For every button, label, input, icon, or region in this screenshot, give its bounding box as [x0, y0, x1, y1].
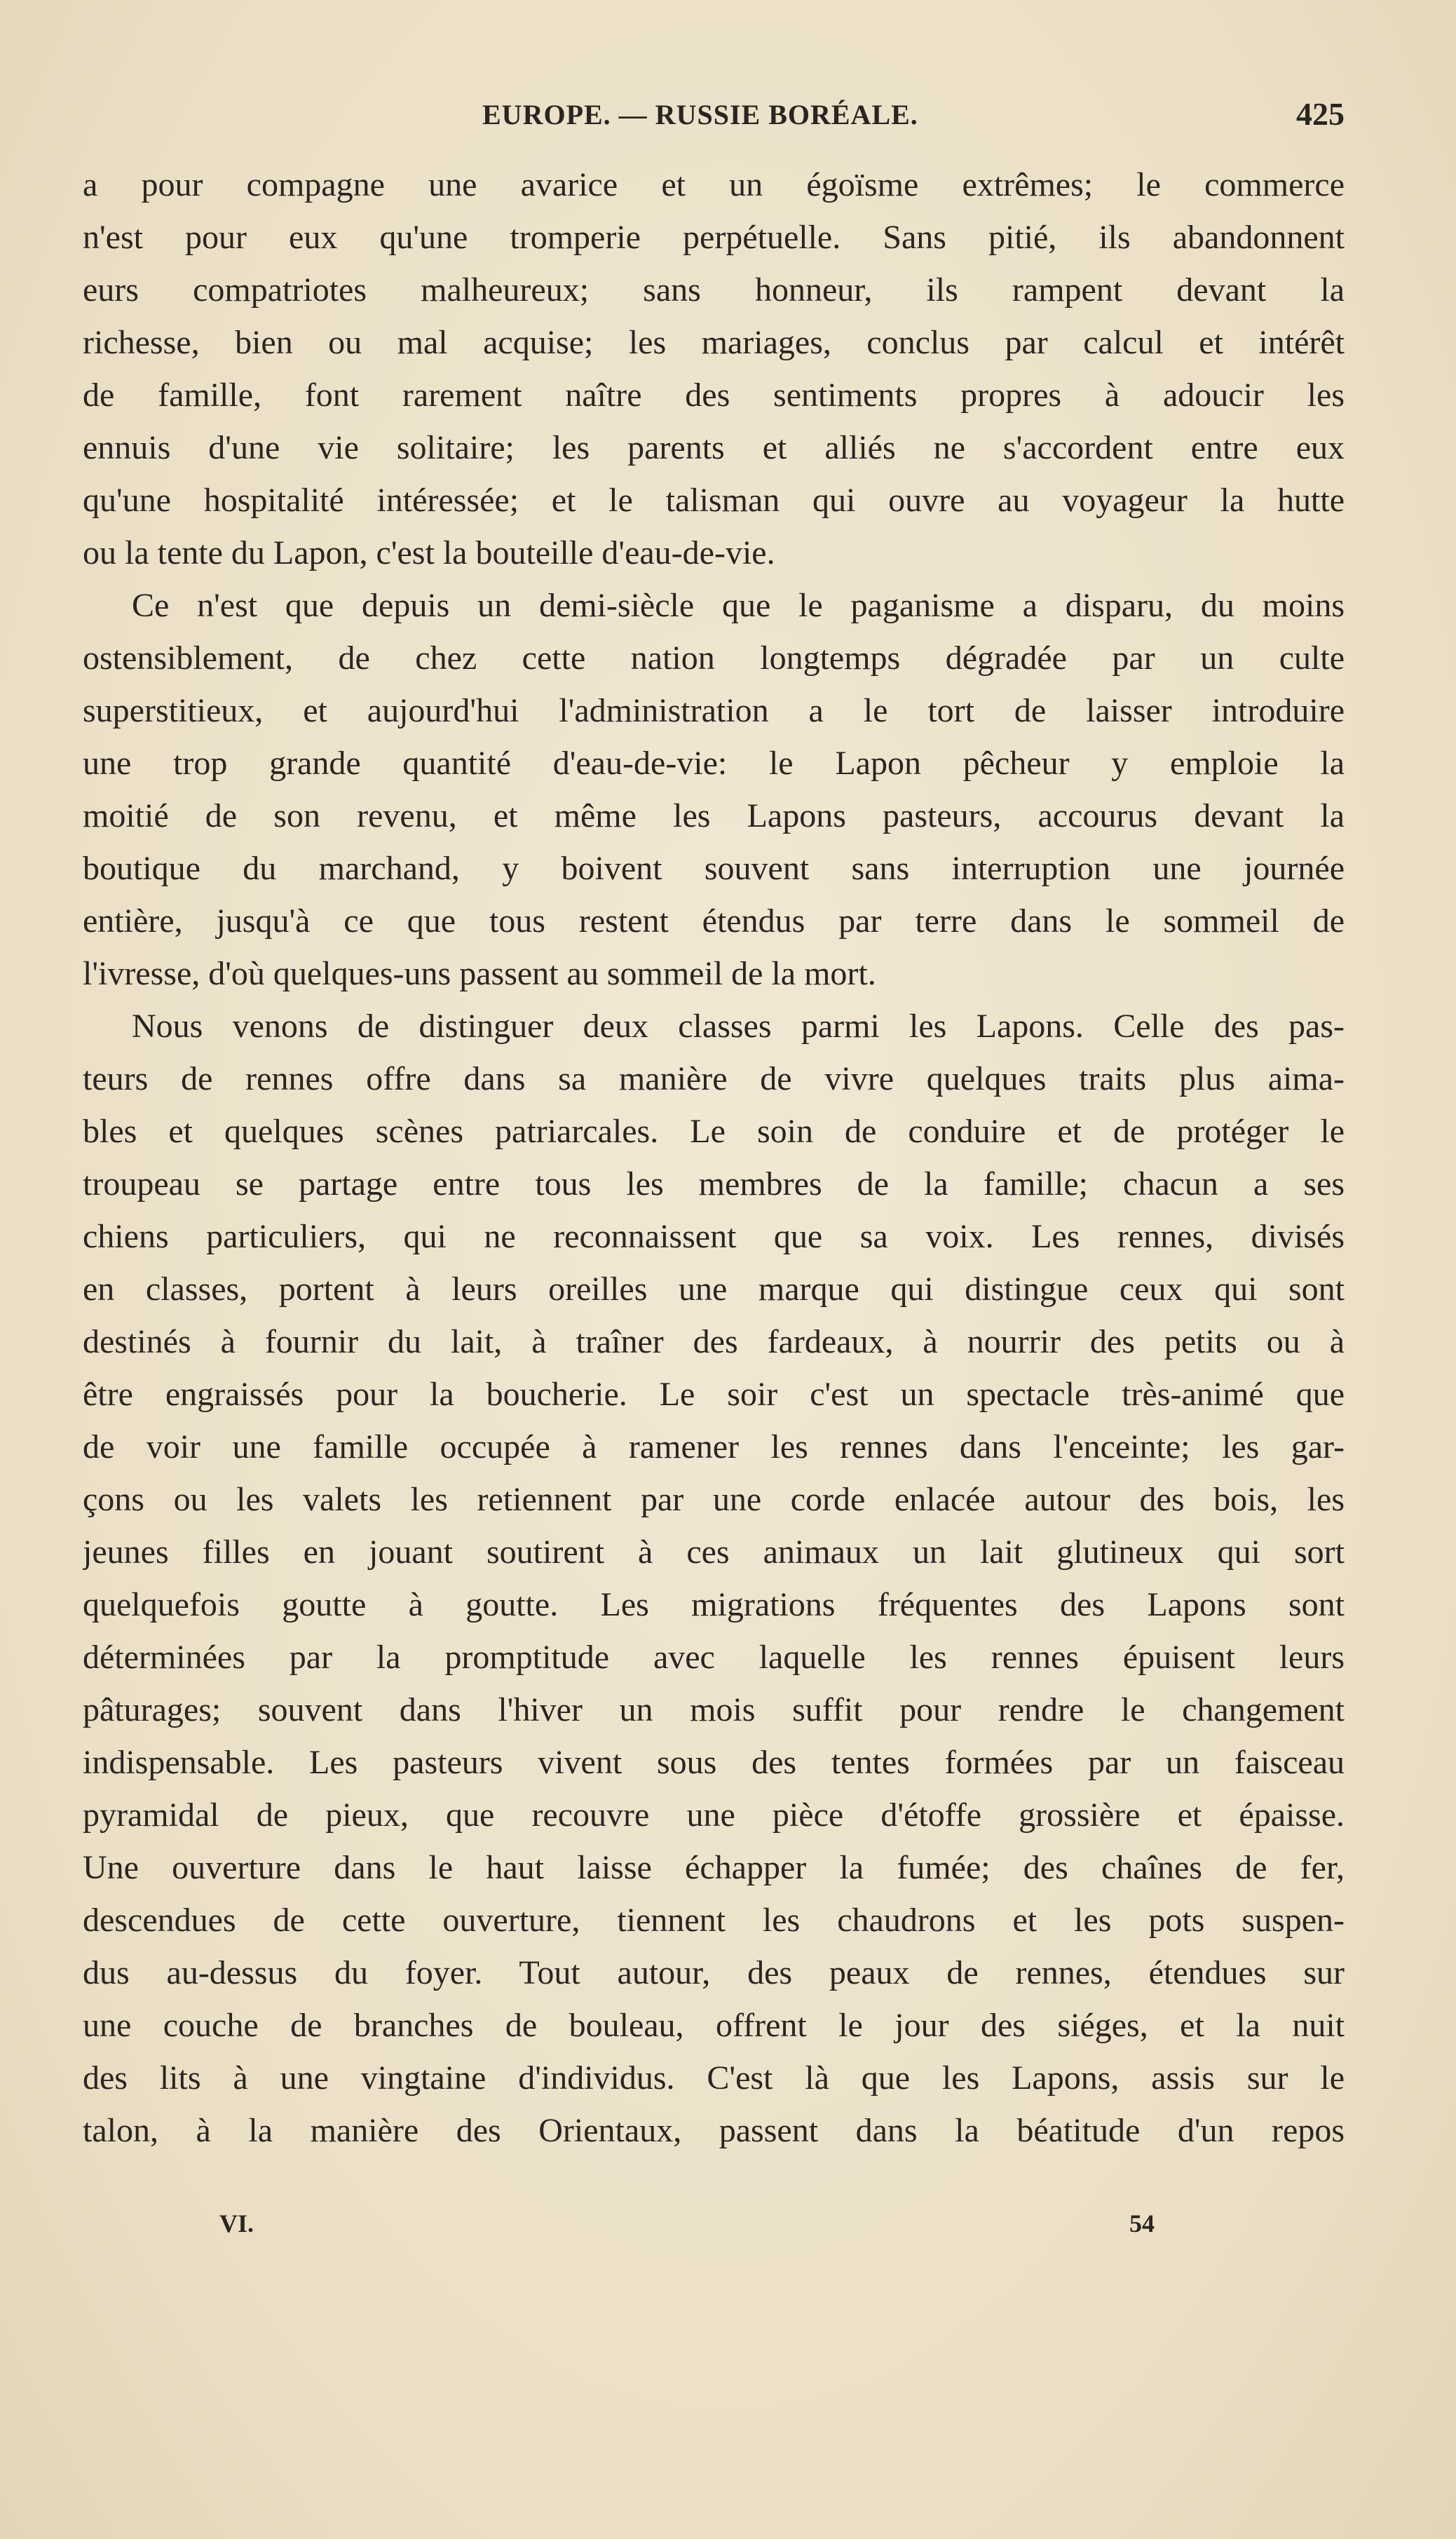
text-line: n'est pour eux qu'une tromperie perpétuelle. Sans pitié, ils abandonnent [83, 219, 1345, 256]
body-text [83, 158, 1345, 2157]
text-line: indispensable. Les pasteurs vivent sous des tentes formées par un faisceau [83, 1744, 1345, 1781]
text-line: superstitieux, et aujourd'hui l'administration a le tort de laisser introduire [83, 692, 1345, 729]
text-line: ennuis d'une vie solitaire; les parents et alliés ne s'accordent entre eux [83, 429, 1345, 466]
text-line: jeunes filles en jouant soutirent à ces animaux un lait glutineux qui sort [83, 1533, 1345, 1571]
text-line: être engraissés pour la boucherie. Le soir c'est un spectacle très-animé que [83, 1376, 1345, 1413]
text-line: moitié de son revenu, et même les Lapons pasteurs, accourus devant la [83, 797, 1345, 834]
text-line: de voir une famille occupée à ramener les rennes dans l'enceinte; les gar- [83, 1428, 1345, 1465]
text-line: de famille, font rarement naître des sentiments propres à adoucir les [83, 377, 1345, 414]
text-line: l'ivresse, d'où quelques-uns passent au sommeil de la mort. [83, 955, 876, 992]
text-line: talon, à la manière des Orientaux, passent dans la béatitude d'un repos [83, 2112, 1345, 2149]
text-line: chiens particuliers, qui ne reconnaissent que sa voix. Les rennes, divisés [83, 1218, 1345, 1255]
text-line: qu'une hospitalité intéressée; et le talisman qui ouvre au voyageur la hutte [83, 482, 1345, 519]
text-line: destinés à fournir du lait, à traîner des fardeaux, à nourrir des petits ou à [83, 1323, 1345, 1360]
text-line: richesse, bien ou mal acquise; les mariages, conclus par calcul et intérêt [83, 324, 1345, 361]
signature-mark: VI. [219, 2209, 254, 2237]
text-line: quelquefois goutte à goutte. Les migrations fréquentes des Lapons sont [83, 1586, 1345, 1623]
text-line: pyramidal de pieux, que recouvre une pièce d'étoffe grossière et épaisse. [83, 1796, 1345, 1834]
text-line: troupeau se partage entre tous les membres de la famille; chacun a ses [83, 1165, 1345, 1203]
running-title: EUROPE. — RUSSIE BORÉALE. [482, 99, 918, 130]
text-line: pâturages; souvent dans l'hiver un mois suffit pour rendre le changement [83, 1691, 1345, 1728]
text-line: teurs de rennes offre dans sa manière de vivre quelques traits plus aima- [83, 1060, 1345, 1097]
text-line: descendues de cette ouverture, tiennent les chaudrons et les pots suspen- [83, 1902, 1345, 1939]
text-line: ostensiblement, de chez cette nation longtemps dégradée par un culte [83, 639, 1345, 677]
text-line: ou la tente du Lapon, c'est la bouteille d'eau-de-vie. [83, 534, 775, 571]
text-line: çons ou les valets les retiennent par une corde enlacée autour des bois, les [83, 1481, 1345, 1518]
paragraph-first-line: Nous venons de distinguer deux classes parmi les Lapons. Celle des pas- [132, 1008, 1345, 1045]
text-line: une couche de branches de bouleau, offrent le jour des siéges, et la nuit [83, 2007, 1345, 2044]
text-line: boutique du marchand, y boivent souvent sans interruption une journée [83, 850, 1345, 887]
text-line: en classes, portent à leurs oreilles une marque qui distingue ceux qui sont [83, 1271, 1345, 1308]
text-line: eurs compatriotes malheureux; sans honneur, ils rampent devant la [83, 271, 1345, 309]
running-head [83, 98, 1345, 140]
paragraph-first-line: Ce n'est que depuis un demi-siècle que le paganisme a disparu, du moins [132, 587, 1345, 624]
text-line: entière, jusqu'à ce que tous restent étendus par terre dans le sommeil de [83, 902, 1345, 940]
sheet-number: 54 [1129, 2209, 1155, 2237]
text-line: des lits à une vingtaine d'individus. C'est là que les Lapons, assis sur le [83, 2059, 1345, 2097]
page-footer [83, 2209, 1345, 2244]
text-line: une trop grande quantité d'eau-de-vie: le Lapon pêcheur y emploie la [83, 745, 1345, 782]
text-line: bles et quelques scènes patriarcales. Le soin de conduire et de protéger le [83, 1113, 1345, 1150]
text-line: déterminées par la promptitude avec laquelle les rennes épuisent leurs [83, 1639, 1345, 1676]
text-line: Une ouverture dans le haut laisse échapper la fumée; des chaînes de fer, [83, 1849, 1345, 1886]
page-number: 425 [1296, 96, 1345, 132]
text-line: dus au-dessus du foyer. Tout autour, des peaux de rennes, étendues sur [83, 1954, 1345, 1991]
text-line: a pour compagne une avarice et un égoïsme extrêmes; le commerce [83, 166, 1345, 203]
